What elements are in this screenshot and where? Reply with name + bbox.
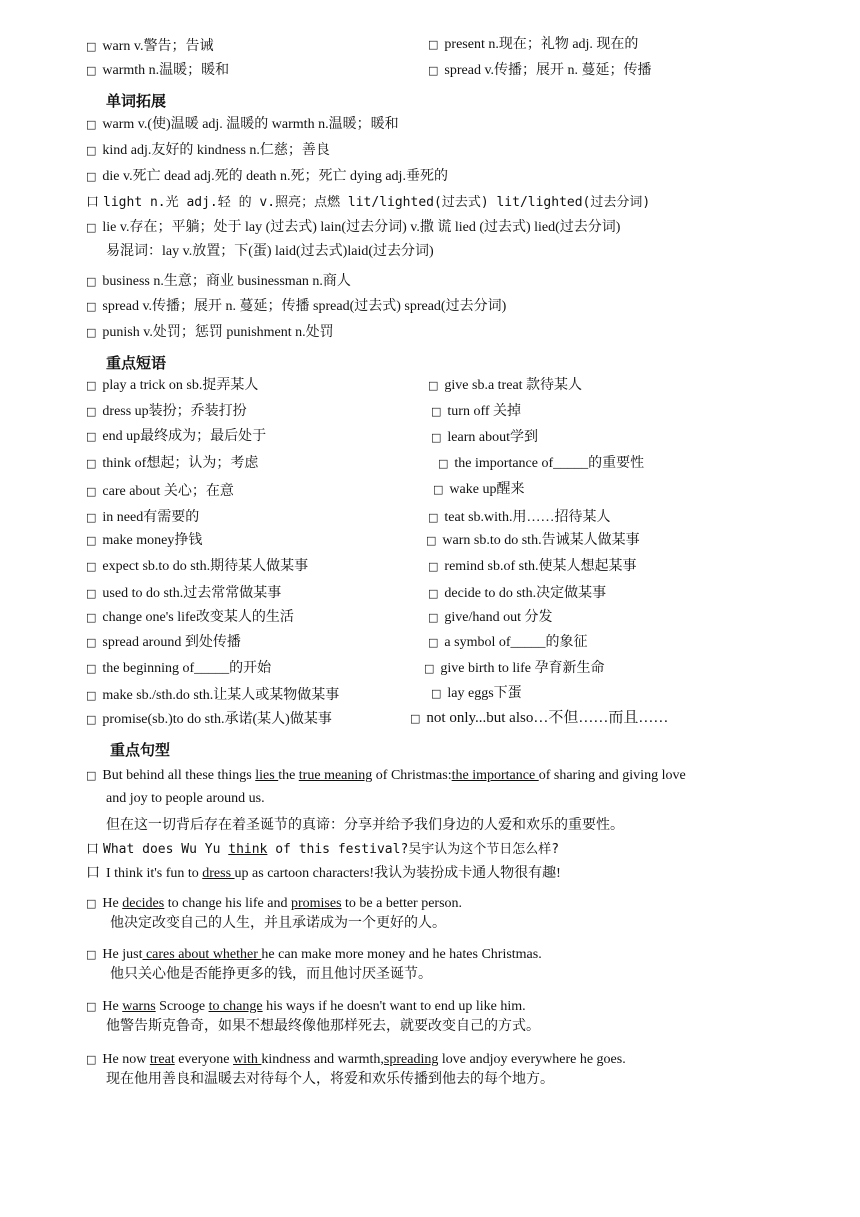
checkbox-icon: □	[86, 405, 97, 418]
phrase-item: □ end up最终成为；最后处于	[86, 429, 267, 444]
checkbox-icon: 口	[86, 195, 100, 210]
checkbox-icon: □	[86, 170, 97, 183]
checkbox-icon: □	[428, 611, 439, 624]
phrase-item: □ give birth to life 孕育新生命	[424, 661, 605, 676]
sentence: □ He decides to change his life and promises to be a better person.	[86, 896, 463, 911]
phrase-item: □ used to do sth.过去常常做某事	[86, 586, 282, 601]
checkbox-icon: □	[86, 689, 97, 702]
phrase-item: □ the beginning of_____的开始	[86, 661, 272, 676]
checkbox-icon: □	[431, 687, 442, 700]
checkbox-icon: □	[86, 611, 97, 624]
sentence: □ But behind all these things lies the true meaning of Christmas:the importance of sharing and giving love	[86, 768, 686, 783]
list-item-note: 易混词：lay v.放置；下(蛋) laid(过去式)laid(过去分词)	[106, 244, 434, 259]
checkbox-icon: □	[410, 712, 421, 725]
checkbox-icon: □	[431, 405, 442, 418]
phrase-item: □ change one's life改变某人的生活	[86, 610, 294, 625]
checkbox-icon: □	[86, 897, 97, 910]
checkbox-icon: □	[431, 431, 442, 444]
phrase-item: □ not only...but also…不但……而且……	[410, 710, 669, 726]
checkbox-icon: □	[428, 560, 439, 573]
list-item: □ kind adj.友好的 kindness n.仁慈；善良	[86, 143, 330, 158]
section-title: 单词拓展	[106, 92, 167, 110]
checkbox-icon: □	[86, 1000, 97, 1013]
checkbox-icon: 口	[86, 842, 100, 857]
sentence: 口 I think it's fun to dress up as cartoon characters!我认为装扮成卡通人物很有趣!	[86, 866, 561, 881]
checkbox-icon: □	[86, 511, 97, 524]
checkbox-icon: □	[86, 326, 97, 339]
sentence: □ He warns Scrooge to change his ways if he doesn't want to end up like him.	[86, 999, 526, 1014]
phrase-item: □ promise(sb.)to do sth.承诺(某人)做某事	[86, 712, 332, 727]
phrase-item: □ learn about学到	[431, 430, 538, 445]
sentence-translation: 现在他用善良和温暖去对待每个人，将爱和欢乐传播到他去的每个地方。	[106, 1072, 554, 1087]
checkbox-icon: □	[86, 379, 97, 392]
checkbox-icon: □	[86, 1053, 97, 1066]
phrase-item: □ warn sb.to do sth.告诫某人做某事	[426, 533, 640, 548]
checkbox-icon: □	[86, 948, 97, 961]
checkbox-icon: □	[428, 587, 439, 600]
checkbox-icon: □	[86, 636, 97, 649]
list-item: □ spread v.传播；展开 n. 蔓延；传播 spread(过去式) spread(过去分词)	[86, 299, 507, 314]
phrase-item: □ give/hand out 分发	[428, 610, 553, 625]
phrase-item: □ make money挣钱	[86, 533, 203, 548]
checkbox-icon: □	[86, 713, 97, 726]
vocab-item: □ warmth n.温暖；暖和	[86, 63, 230, 78]
phrase-item: □ care about 关心；在意	[86, 484, 234, 499]
list-item: □ business n.生意；商业 businessman n.商人	[86, 274, 351, 289]
phrase-item: □ lay eggs下蛋	[431, 686, 522, 701]
phrase-item: □ give sb.a treat 款待某人	[428, 378, 583, 393]
checkbox-icon: □	[428, 64, 439, 77]
phrase-item: □ a symbol of_____的象征	[428, 635, 588, 650]
checkbox-icon: □	[86, 534, 97, 547]
sentence-translation: 但在这一切背后存在着圣诞节的真谛：分享并给予我们身边的人爱和欢乐的重要性。	[106, 818, 624, 833]
list-item: 口 light n.光 adj.轻 的 v.照亮；点燃 lit/lighted(过去式) lit/lighted(过去分词)	[86, 195, 651, 210]
list-item: □ lie v.存在；平躺；处于 lay (过去式) lain(过去分词) v.撒 谎 lied (过去式) lied(过去分词)	[86, 220, 621, 235]
sentence: 口 What does Wu Yu think of this festival?吴宇认为这个节日怎么样?	[86, 842, 560, 857]
checkbox-icon: □	[428, 379, 439, 392]
phrase-item: □ decide to do sth.决定做某事	[428, 586, 607, 601]
phrase-item: □ turn off 关掉	[431, 404, 522, 419]
checkbox-icon: □	[86, 118, 97, 131]
sentence-translation: 他警告斯克鲁奇，如果不想最终像他那样死去，就要改变自己的方式。	[106, 1019, 540, 1034]
checkbox-icon: □	[86, 662, 97, 675]
checkbox-icon: □	[426, 534, 437, 547]
checkbox-icon: □	[86, 275, 97, 288]
phrase-item: □ expect sb.to do sth.期待某人做某事	[86, 559, 309, 574]
checkbox-icon: □	[86, 457, 97, 470]
sentence-continuation: and joy to people around us.	[106, 791, 265, 806]
vocab-item: □ warn v.警告；告诫	[86, 39, 214, 54]
section-title: 重点短语	[106, 354, 167, 372]
checkbox-icon: □	[86, 587, 97, 600]
phrase-item: □ dress up装扮；乔装打扮	[86, 404, 247, 419]
list-item: □ die v.死亡 dead adj.死的 death n.死；死亡 dying adj.垂死的	[86, 169, 448, 184]
list-item: □ punish v.处罚；惩罚 punishment n.处罚	[86, 325, 334, 340]
sentence-translation: 他只关心他是否能挣更多的钱，而且他讨厌圣诞节。	[110, 967, 432, 982]
phrase-item: □ remind sb.of sth.使某人想起某事	[428, 559, 637, 574]
vocab-item: □ present n.现在；礼物 adj. 现在的	[428, 37, 639, 52]
phrase-item: □ spread around 到处传播	[86, 635, 241, 650]
checkbox-icon: □	[86, 64, 97, 77]
sentence: □ He just cares about whether he can make more money and he hates Christmas.	[86, 947, 542, 962]
sentence: □ He now treat everyone with kindness and warmth,spreading love andjoy everywhere he goes.	[86, 1052, 626, 1067]
checkbox-icon: □	[86, 485, 97, 498]
checkbox-icon: □	[428, 511, 439, 524]
phrase-item: □ teat sb.with.用……招待某人	[428, 510, 611, 525]
checkbox-icon: □	[433, 483, 444, 496]
phrase-item: □ make sb./sth.do sth.让某人或某物做某事	[86, 688, 340, 703]
checkbox-icon: □	[86, 40, 97, 53]
checkbox-icon: □	[86, 430, 97, 443]
checkbox-icon: 口	[86, 866, 100, 881]
phrase-item: □ play a trick on sb.捉弄某人	[86, 378, 259, 393]
phrase-item: □ wake up醒来	[433, 482, 525, 497]
checkbox-icon: □	[428, 38, 439, 51]
checkbox-icon: □	[424, 662, 435, 675]
sentence-translation: 他决定改变自己的人生，并且承诺成为一个更好的人。	[110, 916, 446, 931]
vocab-item: □ spread v.传播；展开 n. 蔓延；传播	[428, 63, 652, 78]
checkbox-icon: □	[86, 300, 97, 313]
checkbox-icon: □	[86, 221, 97, 234]
phrase-item: □ think of想起；认为；考虑	[86, 456, 259, 471]
checkbox-icon: □	[86, 560, 97, 573]
section-title: 重点句型	[110, 741, 171, 759]
checkbox-icon: □	[86, 144, 97, 157]
phrase-item: □ the importance of_____的重要性	[438, 456, 645, 471]
checkbox-icon: □	[86, 769, 97, 782]
checkbox-icon: □	[438, 457, 449, 470]
list-item: □ warm v.(使)温暖 adj. 温暖的 warmth n.温暖；暖和	[86, 117, 399, 132]
checkbox-icon: □	[428, 636, 439, 649]
phrase-item: □ in need有需要的	[86, 510, 200, 525]
